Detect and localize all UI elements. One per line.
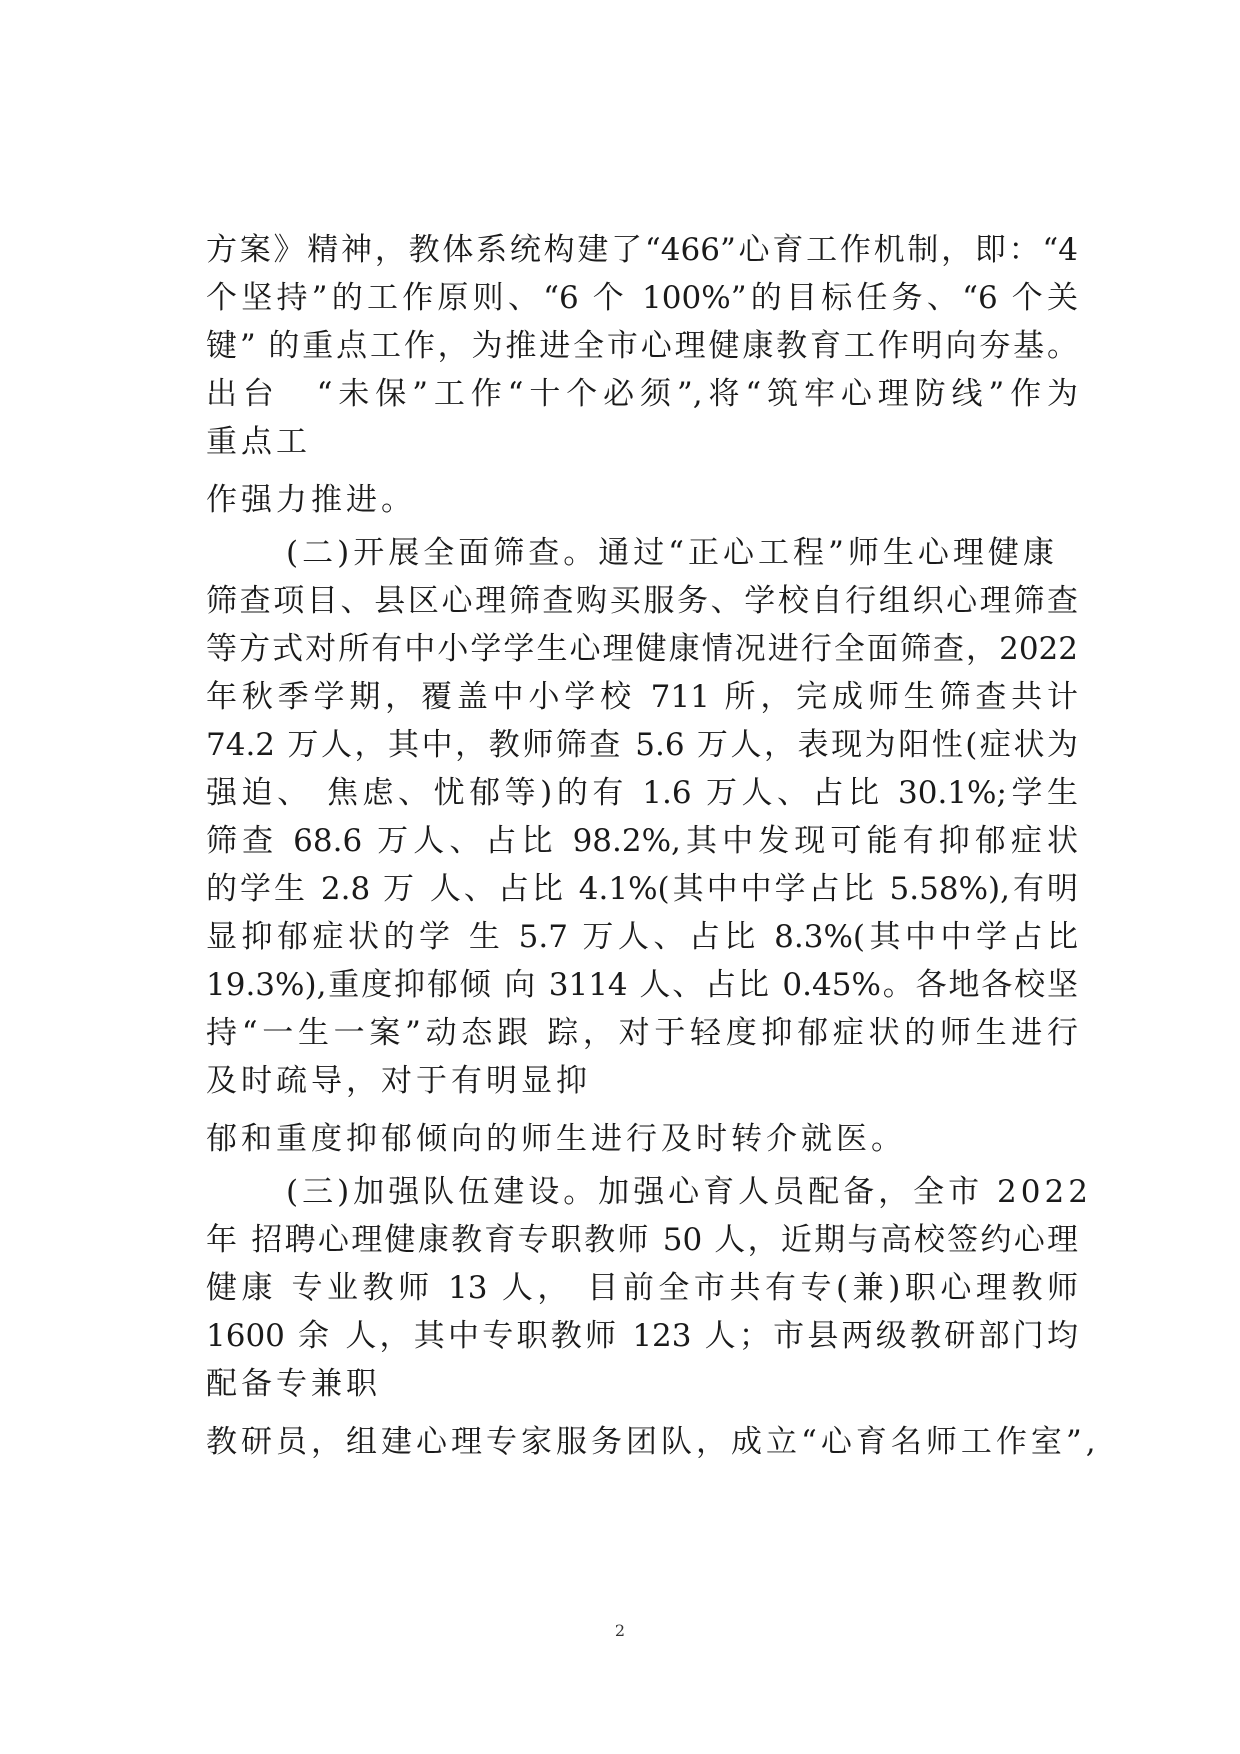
body-line-19: 郁和重度抑郁倾向的师生进行及时转介就医。 xyxy=(206,1121,906,1157)
body-line-21: 年 招聘心理健康教育专职教师 50 人，近期与高校签约心理 xyxy=(206,1222,1078,1258)
body-line-1: 方案》精神，教体系统构建了“466”心育工作机制，即：“4 xyxy=(206,232,1078,268)
body-line-5: 重点工 xyxy=(206,424,311,460)
body-line-10: 年秋季学期，覆盖中小学校 711 所，完成师生筛查共计 xyxy=(206,679,1078,715)
paragraph-2-first-line: (二)开展全面筛查。通过“正心工程”师生心理健康 xyxy=(286,535,1058,571)
body-line-12: 强迫、 焦虑、忧郁等)的有 1.6 万人、占比 30.1%;学生 xyxy=(206,775,1078,811)
body-line-11: 74.2 万人，其中，教师筛查 5.6 万人，表现为阳性(症状为 xyxy=(206,727,1078,763)
body-line-8: 筛查项目、县区心理筛查购买服务、学校自行组织心理筛查 xyxy=(206,583,1078,619)
body-line-17: 持“一生一案”动态跟 踪，对于轻度抑郁症状的师生进行 xyxy=(206,1015,1078,1051)
paragraph-3-first-line: (三)加强队伍建设。加强心育人员配备，全市 2022 xyxy=(286,1174,1092,1210)
body-line-14: 的学生 2.8 万 人、占比 4.1%(其中中学占比 5.58%),有明 xyxy=(206,871,1078,907)
body-line-24: 配备专兼职 xyxy=(206,1366,381,1402)
body-line-18: 及时疏导，对于有明显抑 xyxy=(206,1063,591,1099)
body-line-16: 19.3%),重度抑郁倾 向 3114 人、占比 0.45%。各地各校坚 xyxy=(206,967,1078,1003)
page-number: 2 xyxy=(614,1621,626,1640)
body-line-4: 出台 “未保”工作“十个必须”,将“筑牢心理防线”作为 xyxy=(206,376,1078,412)
body-line-15: 显抑郁症状的学 生 5.7 万人、占比 8.3%(其中中学占比 xyxy=(206,919,1078,955)
body-line-25: 教研员，组建心理专家服务团队，成立“心育名师工作室”, xyxy=(206,1424,1100,1460)
body-line-6: 作强力推进。 xyxy=(206,482,416,518)
body-line-2: 个坚持”的工作原则、“6 个 100%”的目标任务、“6 个关 xyxy=(206,280,1078,316)
body-line-23: 1600 余 人，其中专职教师 123 人；市县两级教研部门均 xyxy=(206,1318,1078,1354)
body-line-22: 健康 专业教师 13 人， 目前全市共有专(兼)职心理教师 xyxy=(206,1270,1078,1306)
body-line-3: 键” 的重点工作，为推进全市心理健康教育工作明向夯基。 xyxy=(206,328,1078,364)
body-line-13: 筛查 68.6 万人、占比 98.2%,其中发现可能有抑郁症状 xyxy=(206,823,1078,859)
body-line-9: 等方式对所有中小学学生心理健康情况进行全面筛查，2022 xyxy=(206,631,1078,667)
